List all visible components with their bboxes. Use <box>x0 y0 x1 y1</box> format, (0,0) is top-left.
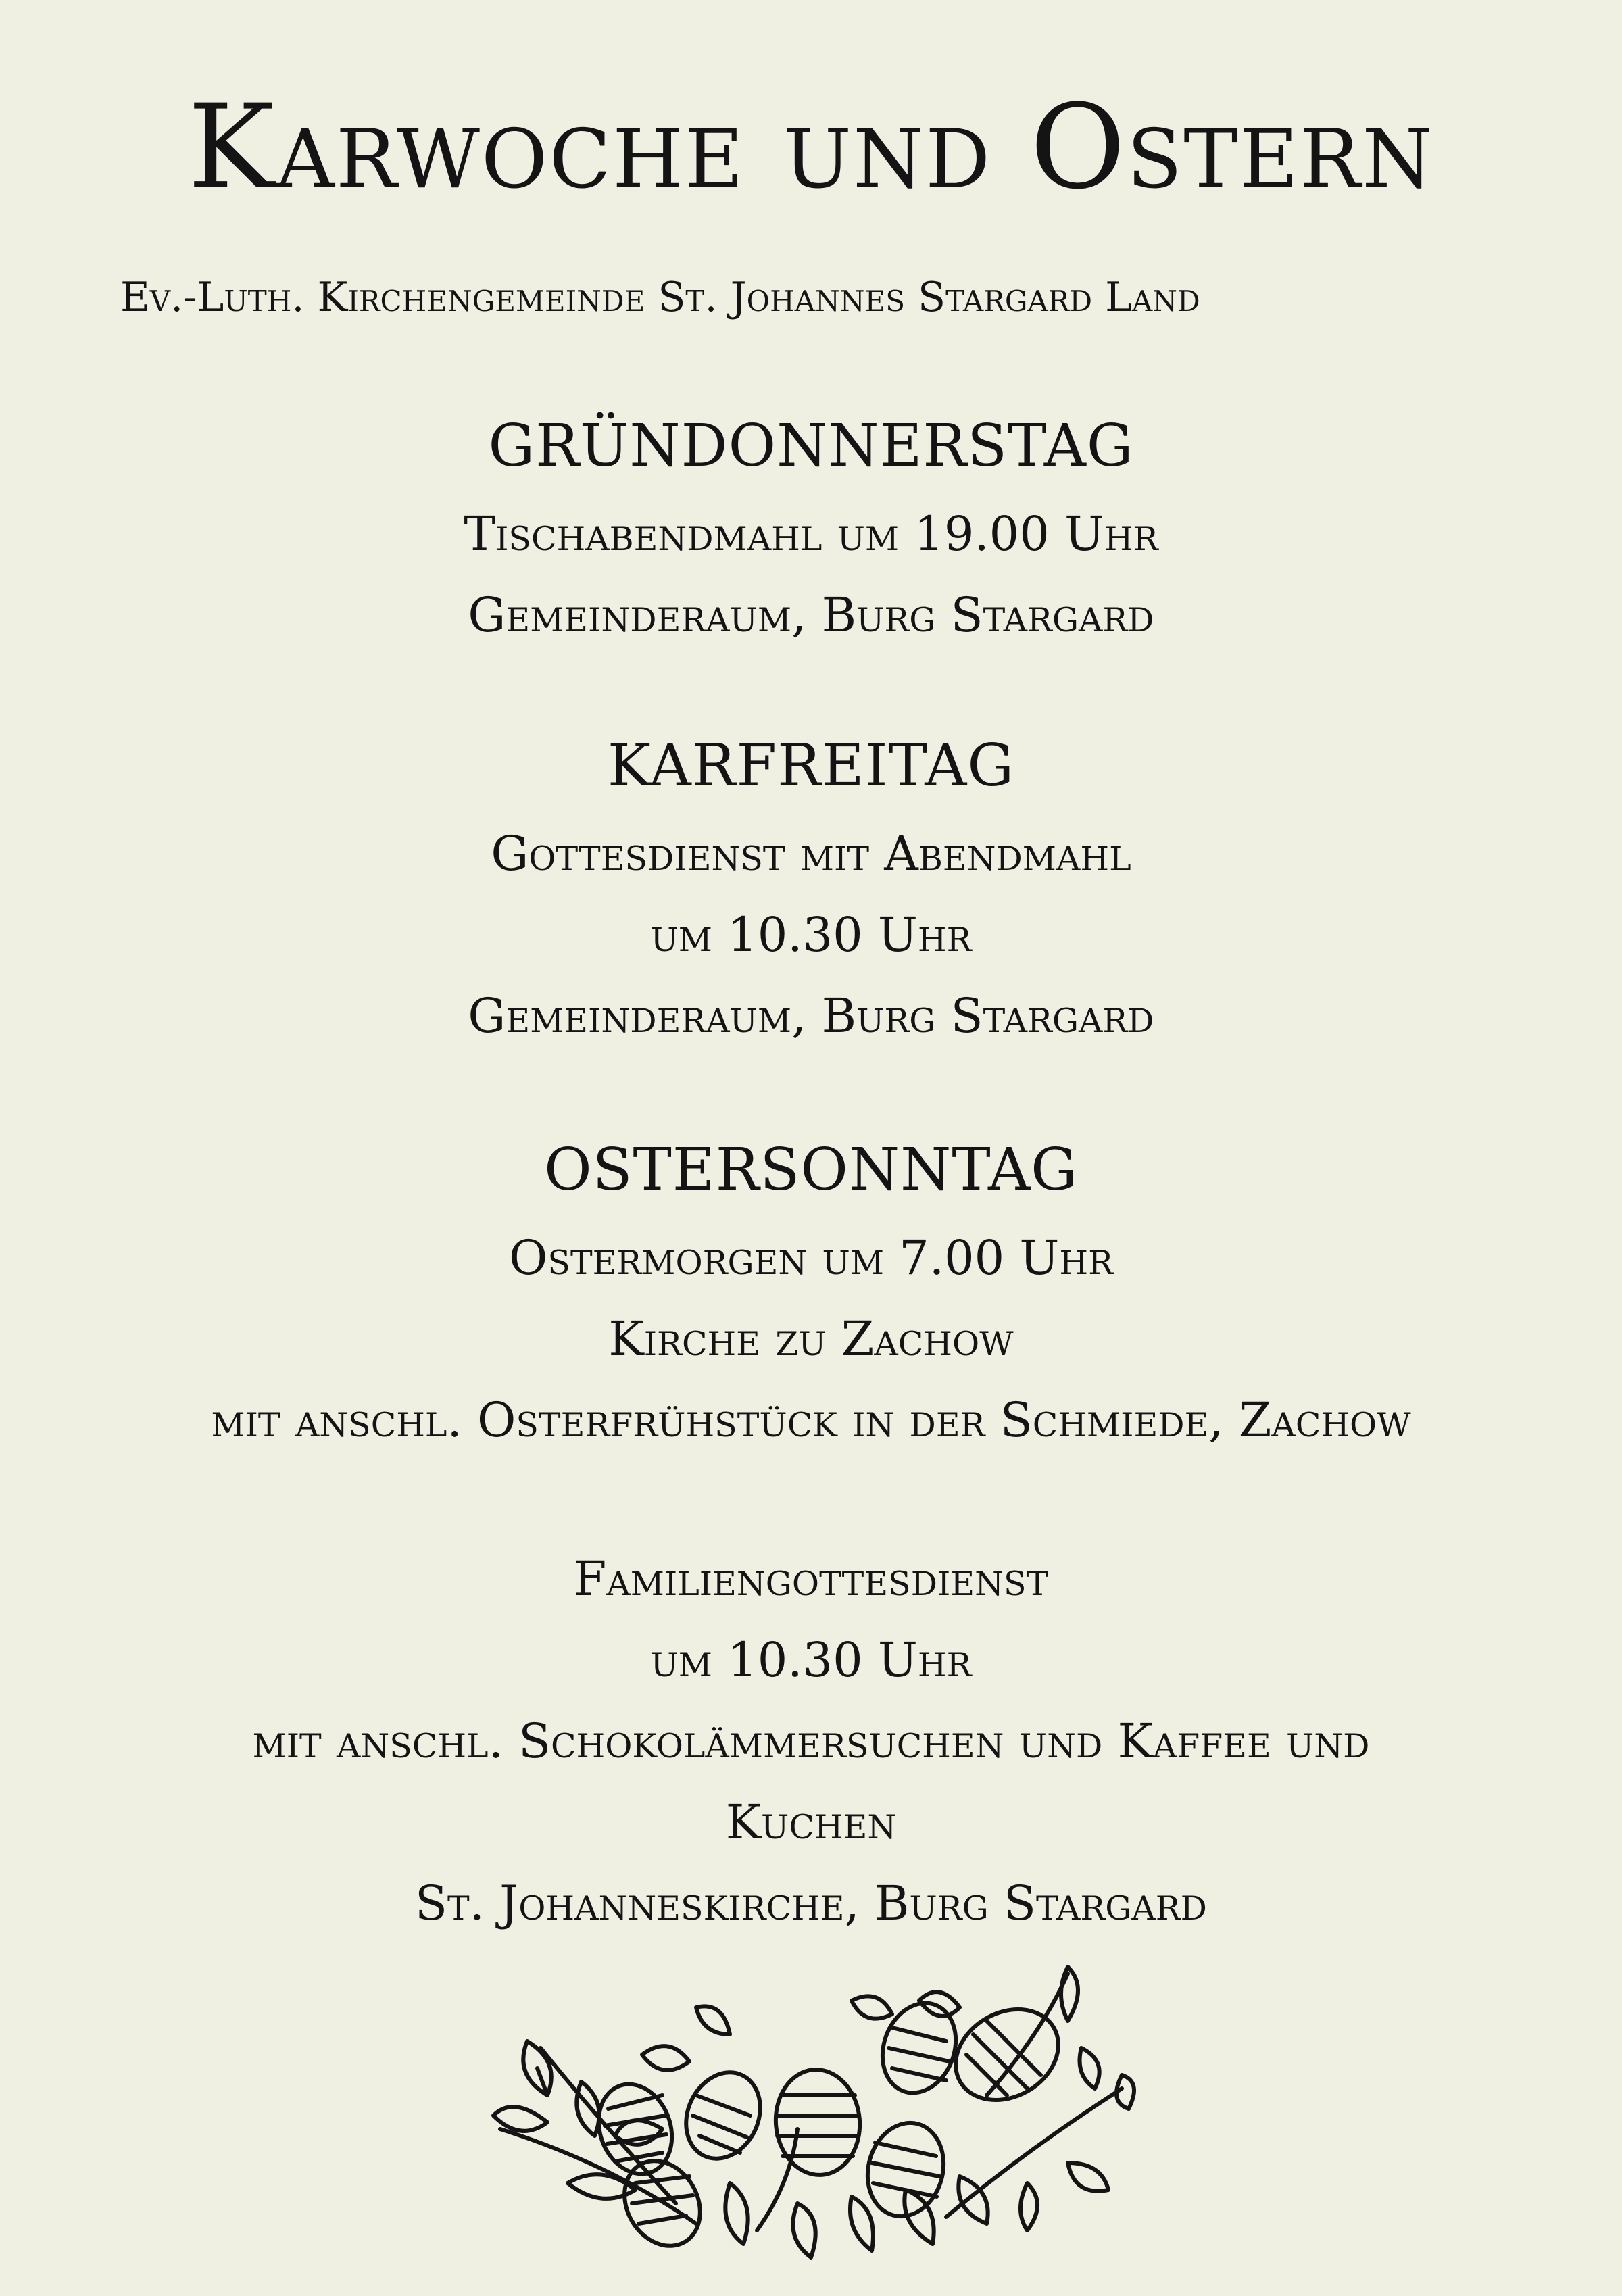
familiengottesdienst-time: um 10.30 Uhr <box>650 1632 972 1688</box>
ostersonntag-breakfast: mit anschl. Osterfrühstück in der Schmiede, Zachow <box>211 1392 1411 1448</box>
ostersonntag-time: Ostermorgen um 7.00 Uhr <box>508 1230 1114 1286</box>
gruendonnerstag-location: Gemeinderaum, Burg Stargard <box>468 587 1154 643</box>
ostersonntag-location: Kirche zu Zachow <box>608 1311 1014 1367</box>
ostersonntag-heading: OSTERSONNTAG <box>544 1136 1078 1204</box>
familiengottesdienst-activity-cont: Kuchen <box>725 1794 897 1850</box>
karfreitag-service: Gottesdienst mit Abendmahl <box>491 826 1131 881</box>
easter-eggs-and-leaves-icon <box>473 1960 1149 2264</box>
gruendonnerstag-heading: GRÜNDONNERSTAG <box>488 412 1134 480</box>
page-title: Karwoche und Ostern <box>187 79 1435 215</box>
familiengottesdienst-activity: mit anschl. Schokolämmersuchen und Kaffee und <box>252 1713 1370 1769</box>
karfreitag-heading: KARFREITAG <box>607 732 1015 800</box>
karfreitag-time: um 10.30 Uhr <box>650 907 972 962</box>
karfreitag-location: Gemeinderaum, Burg Stargard <box>468 988 1154 1044</box>
familiengottesdienst-title: Familiengottesdienst <box>573 1551 1049 1607</box>
gruendonnerstag-time: Tischabendmahl um 19.00 Uhr <box>464 506 1158 562</box>
familiengottesdienst-location: St. Johanneskirche, Burg Stargard <box>415 1876 1207 1931</box>
parish-name: Ev.-Luth. Kirchengemeinde St. Johannes Stargard Land <box>120 274 1200 321</box>
